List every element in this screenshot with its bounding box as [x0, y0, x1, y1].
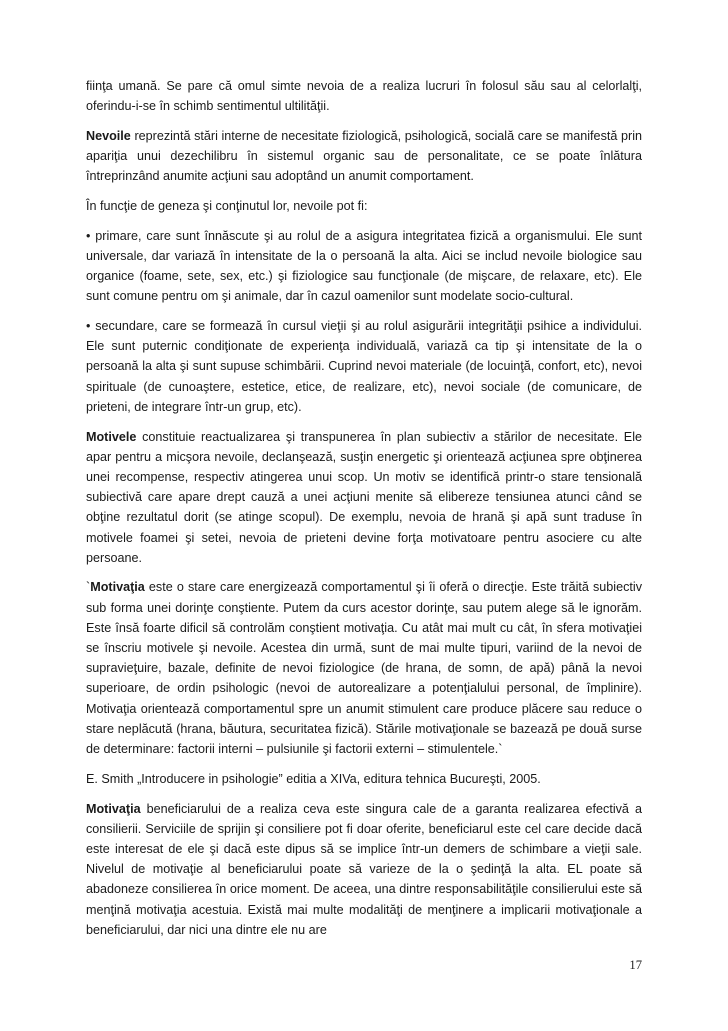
- quote-open-mark: `: [86, 580, 91, 595]
- page-body: [86, 76, 642, 949]
- paragraph-secondary-needs: [86, 316, 642, 417]
- term-nevoile: Nevoile: [86, 128, 131, 143]
- paragraph-nevoile-definition: [86, 126, 642, 187]
- page-number: 17: [629, 958, 642, 972]
- term-motivatia: Motivaţia: [90, 580, 145, 595]
- paragraph-motivele-definition: [86, 427, 642, 568]
- paragraph-text: reprezintă stări interne de necesitate fiziologică, psihologică, socială care se manifestă prin apariţia unui dezechilibru în sistemul organic sau de personalitate, ce se poate înlătura întreprinzând anumite acţiuni sau adoptând un anumit comportament.: [86, 128, 642, 184]
- term-motivatia-beneficiary: Motivaţia: [86, 801, 141, 816]
- paragraph-text: beneficiarului de a realiza ceva este singura cale de a garanta realizarea efectivă a consilierii. Serviciile de sprijin şi consiliere pot fi doar oferite, beneficiarul este cel care decide dacă este interesat de ele şi dacă este dipus să se implice într-un demers de schimbare a vieţii sale. Nivelul de motivaţie al beneficiarului poate să varieze de la o şedinţă la alta. EL poate să abadoneze consilierea în orice moment. De aceea, una dintre responsabilităţile consilierului este să menţină motivaţia acestuia. Există mai multe modalităţi de menţinere a implicarii motivaţionale a beneficiarului, dar nici una dintre ele nu are: [86, 801, 642, 937]
- paragraph-text: fiinţa umană. Se pare că omul simte nevoia de a realiza lucruri în folosul său sau al celorlalţi, oferindu-i-se în schimb sentimentul ultilităţii.: [86, 79, 642, 114]
- paragraph-intro-continuation: [86, 76, 642, 116]
- citation-text: E. Smith „Introducere in psihologie” editia a XIVa, editura tehnica Bucureşti, 2005.: [86, 771, 541, 786]
- paragraph-motivatia-quote: [86, 577, 642, 759]
- paragraph-text: • primare, care sunt înnăscute şi au rolul de a asigura integritatea fizică a organismului. Ele sunt universale, dar variază în intensitate de la o persoană la alta. Aici se includ nevoile biologice sau organice (foame, sete, sex, etc.) şi fiziologice sau funcţionale (de mişcare, de relaxare, etc). Ele sunt comune pentru om şi animale, dar în cazul oamenilor sunt modelate socio-cultural.: [86, 228, 642, 304]
- paragraph-text: În funcţie de geneza şi conţinutul lor, nevoile pot fi:: [86, 199, 368, 214]
- term-motivele: Motivele: [86, 429, 137, 444]
- paragraph-text: • secundare, care se formează în cursul vieţii şi au rolul asigurării integrităţii psihice a individului. Ele sunt puternic condiţionate de experienţa individuală, variază ca tip şi intensitate de la o persoană la alta şi sunt supuse schimbării. Cuprind nevoi materiale (de locuinţă, confort, etc), nevoi spirituale (de cunoaştere, estetice, etice, de realizare, etc), nevoi sociale (de comunicare, de prieteni, de integrare într-un grup, etc).: [86, 319, 642, 414]
- paragraph-primary-needs: [86, 226, 642, 307]
- paragraph-text: constituie reactualizarea şi transpunerea în plan subiectiv a stărilor de necesitate. Ele apar pentru a micşora nevoile, declanşează, susţin energetic şi orientează acţiunea spre obţinerea unei recompense, respectiv atingerea unui scop. Un motiv se identifică printr-o stare tensională subiectivă care apare drept cauză a unei acţiuni menite să elibereze tensiunea atunci când se obţine rezultatul dorit (se atinge scopul). De exemplu, nevoia de hrană şi apă sunt traduse în motivele foamei şi setei, nevoia de prieteni devine forţa motivatoare pentru asociere cu alte persoane.: [86, 429, 642, 565]
- paragraph-text: este o stare care energizează comportamentul şi îi oferă o direcţie. Este trăită subiectiv sub forma unei dorinţe conştiente. Putem da curs acestor dorinţe, sau putem alege să le ignorăm. Este însă foarte dificil să controlăm conştient motivaţia. Cu atât mai mult cu cât, în sfera motivaţiei se înscriu motivele şi nevoile. Acestea din urmă, sunt de mai multe tipuri, variind de la nevoi de supravieţuire, bazale, definite de nevoi fiziologice (de hrana, de somn, de apă) până la nevoi superioare, de ordin psihologic (nevoi de autorealizare a potenţialului personal, de împlinire). Motivaţia orientează comportamentul spre un anumit stimulent care produce plăcere sau reduce o stare neplăcută (hrana, băutura, securitatea fizică). Stările motivaţionale se bazează pe două surse de determinare: factorii interni – pulsiunile şi factorii externi – stimulentele.`: [86, 580, 642, 757]
- paragraph-needs-classification: [86, 196, 642, 216]
- paragraph-citation: [86, 769, 642, 789]
- paragraph-beneficiary-motivation: [86, 799, 642, 940]
